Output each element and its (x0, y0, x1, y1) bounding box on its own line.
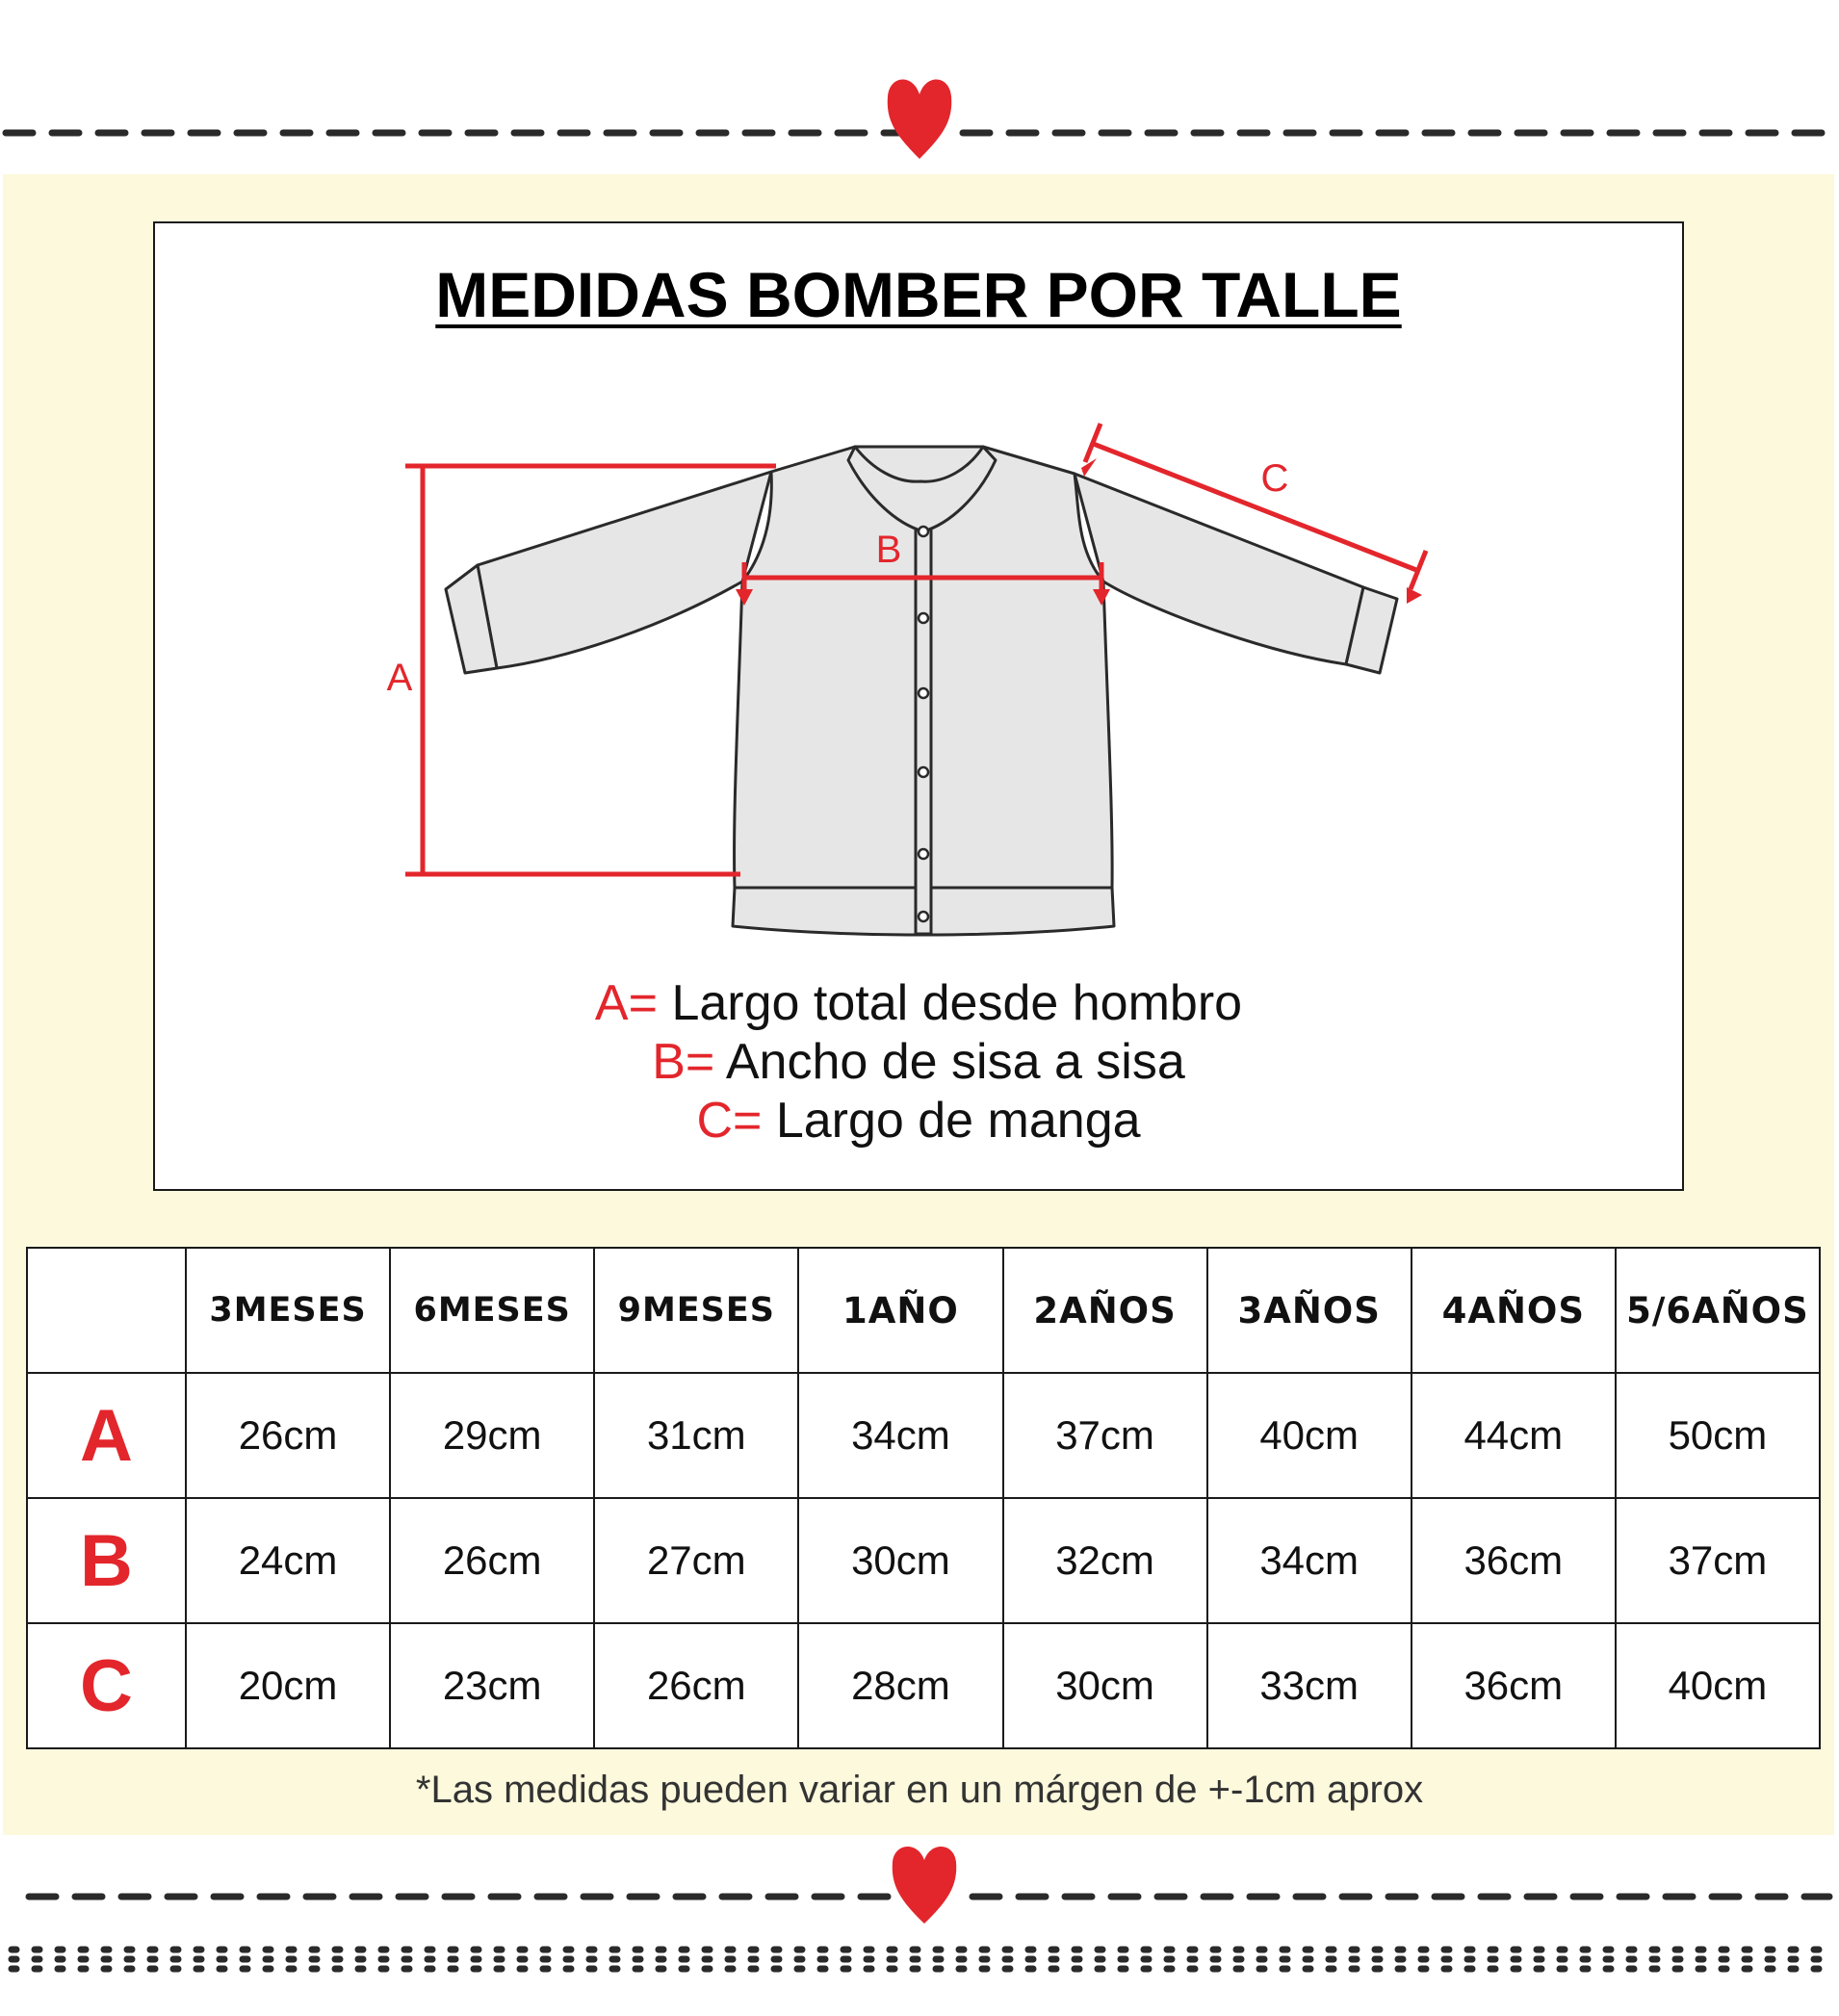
legend-text: Ancho de sisa a sisa (725, 1034, 1185, 1090)
label-b: B (875, 529, 902, 571)
table-cell: 26cm (594, 1623, 798, 1748)
table-cell: 36cm (1412, 1498, 1616, 1623)
page-title: MEDIDAS BOMBER POR TALLE (435, 259, 1402, 330)
row-key-b: B (27, 1498, 186, 1623)
table-cell: 20cm (186, 1623, 390, 1748)
size-table (26, 1247, 1821, 1749)
button (919, 767, 928, 777)
heart-icon (888, 79, 951, 159)
footnote: *Las medidas pueden variar en un márgen de +-1cm aprox (415, 1769, 1424, 1811)
table-cell: 23cm (390, 1623, 594, 1748)
table-corner-cell (27, 1248, 186, 1373)
table-header-cell: 3MESES (186, 1248, 390, 1373)
button (919, 527, 928, 536)
table-cell: 26cm (390, 1498, 594, 1623)
row-key-c: C (27, 1623, 186, 1748)
table-cell: 27cm (594, 1498, 798, 1623)
top-dashed-divider (0, 67, 1839, 173)
legend (155, 974, 1682, 1150)
table-header-cell: 2AÑOS (1003, 1248, 1207, 1373)
table-header-cell: 4AÑOS (1412, 1248, 1616, 1373)
table-header-cell: 3AÑOS (1207, 1248, 1412, 1373)
legend-text: Largo total desde hombro (671, 975, 1243, 1031)
button (919, 849, 928, 859)
table-cell: 40cm (1207, 1373, 1412, 1498)
placket (916, 530, 931, 934)
table-cell: 37cm (1003, 1373, 1207, 1498)
table-cell: 36cm (1412, 1623, 1616, 1748)
legend-key: B= (652, 1034, 715, 1090)
legend-key: A= (594, 975, 658, 1031)
table-cell: 30cm (798, 1498, 1002, 1623)
table-row (27, 1623, 1820, 1748)
table-cell: 33cm (1207, 1623, 1412, 1748)
left-sleeve (478, 472, 771, 668)
table-cell: 44cm (1412, 1373, 1616, 1498)
button (919, 688, 928, 698)
table-row (27, 1498, 1820, 1623)
table-cell: 24cm (186, 1498, 390, 1623)
table-cell: 30cm (1003, 1623, 1207, 1748)
table-header-cell: 1AÑO (798, 1248, 1002, 1373)
tick-border (0, 1935, 1839, 1983)
legend-item-c (155, 1092, 1682, 1150)
table-cell: 37cm (1616, 1498, 1820, 1623)
table-cell: 50cm (1616, 1373, 1820, 1498)
right-sleeve (1075, 474, 1363, 664)
table-row (27, 1373, 1820, 1498)
bottom-dashed-divider (0, 1839, 1839, 1926)
table-header-cell: 5/6AÑOS (1616, 1248, 1820, 1373)
table-cell: 40cm (1616, 1623, 1820, 1748)
table-cell: 34cm (798, 1373, 1002, 1498)
heart-icon (893, 1847, 956, 1924)
table-cell: 32cm (1003, 1498, 1207, 1623)
table-header-cell: 9MESES (594, 1248, 798, 1373)
legend-item-a (155, 974, 1682, 1033)
table-header-row (27, 1248, 1820, 1373)
table-header-cell: 6MESES (390, 1248, 594, 1373)
table-cell: 29cm (390, 1373, 594, 1498)
table-cell: 28cm (798, 1623, 1002, 1748)
row-key-a: A (27, 1373, 186, 1498)
button (919, 912, 928, 921)
table-cell: 34cm (1207, 1498, 1412, 1623)
legend-key: C= (696, 1093, 763, 1149)
label-a: A (386, 657, 413, 699)
table-cell: 31cm (594, 1373, 798, 1498)
legend-item-b (155, 1033, 1682, 1092)
legend-text: Largo de manga (775, 1093, 1141, 1149)
label-c: C (1260, 457, 1289, 500)
button (919, 613, 928, 623)
diagram-box (153, 221, 1684, 1191)
table-cell: 26cm (186, 1373, 390, 1498)
